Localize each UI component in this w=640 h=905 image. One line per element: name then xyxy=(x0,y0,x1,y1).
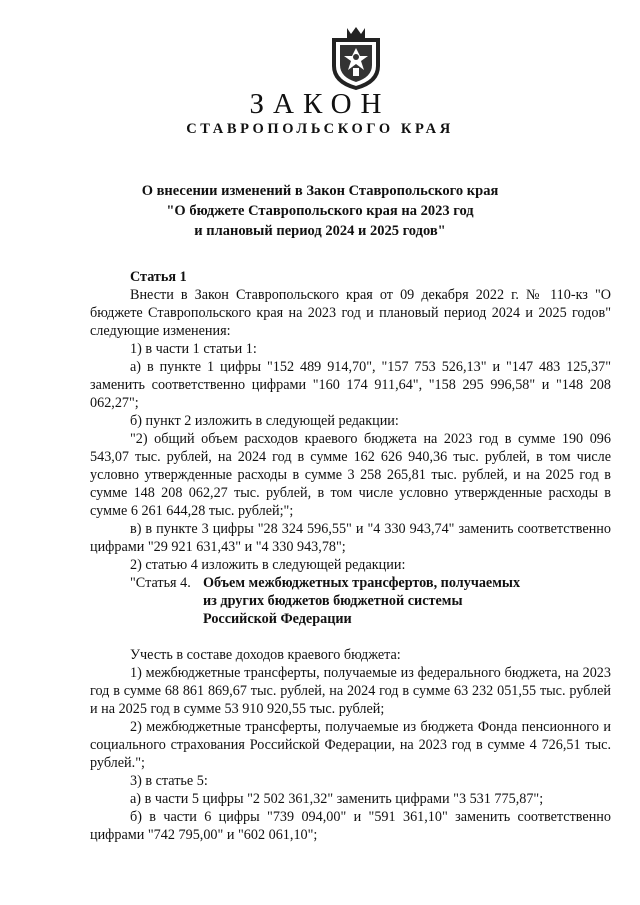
paragraph: а) в части 5 цифры "2 502 361,32" заменить цифрами "3 531 775,87"; xyxy=(130,791,544,807)
article-4-title-line: Объем межбюджетных трансфертов, получаемых xyxy=(203,575,521,591)
document-subtitle: СТАВРОПОЛЬСКОГО КРАЯ xyxy=(186,121,454,137)
paragraph: 1) межбюджетные трансферты, получаемые из федерального бюджета, на 2023 год в сумме 68 861 869,67 тыс. рублей, на 2024 год в сумме 63 232 051,55 тыс. рублей и на 2025 год в сумме 53 910 920,55 тыс. рублей; xyxy=(90,665,611,717)
paragraph: б) в части 6 цифры "739 094,00" и "591 361,10" заменить соответственно цифрами "742 795,00" и "602 061,10"; xyxy=(90,809,611,843)
paragraph: в) в пункте 3 цифры "28 324 596,55" и "4 330 943,74" заменить соответственно цифрами "29 921 631,43" и "4 330 943,78"; xyxy=(90,521,611,555)
article-4-label: "Статья 4. xyxy=(130,575,191,591)
paragraph: "2) общий объем расходов краевого бюджета на 2023 год в сумме 190 096 543,07 тыс. рублей, на 2024 год в сумме 162 626 940,36 тыс. рублей, в том числе условно утвержденные расходы в сумме 3 258 265,81 тыс. рублей, и на 2025 год в сумме 148 208 062,27 тыс. рублей, в том числе условно утвержденные расходы в сумме 6 261 644,28 тыс. рублей;"; xyxy=(90,431,611,519)
article-4-title-line: из других бюджетов бюджетной системы xyxy=(203,593,463,609)
paragraph: 2) межбюджетные трансферты, получаемые из бюджета Фонда пенсионного и социального страхования Российской Федерации, на 2023 год в сумме 4 726,51 тыс. рублей."; xyxy=(90,719,611,771)
document-title: ЗАКОН xyxy=(249,88,391,120)
coat-of-arms-icon xyxy=(330,26,382,90)
paragraph: 3) в статье 5: xyxy=(130,773,208,789)
article-4-header xyxy=(130,574,611,628)
paragraph: 2) статью 4 изложить в следующей редакции: xyxy=(130,557,406,573)
paragraph: б) пункт 2 изложить в следующей редакции: xyxy=(130,413,399,429)
law-heading-line: и плановый период 2024 и 2025 годов" xyxy=(194,223,446,239)
article-title: Статья 1 xyxy=(130,269,187,285)
paragraph: Учесть в составе доходов краевого бюджета: xyxy=(130,647,401,663)
paragraph: 1) в части 1 статьи 1: xyxy=(130,341,257,357)
law-heading xyxy=(0,181,640,241)
article-4-title-line: Российской Федерации xyxy=(203,611,352,627)
document-body xyxy=(90,268,611,844)
law-heading-line: О внесении изменений в Закон Ставропольского края xyxy=(141,183,499,199)
paragraph: а) в пункте 1 цифры "152 489 914,70", "157 753 526,13" и "147 483 125,37" заменить соответственно цифрами "160 174 911,64", "158 295 996,58" и "148 208 062,27"; xyxy=(90,359,611,411)
article-4-title xyxy=(203,574,520,628)
paragraph: Внести в Закон Ставропольского края от 09 декабря 2022 г. № 110-кз "О бюджете Ставропольского края на 2023 год и плановый период 2024 и 2025 годов" следующие изменения: xyxy=(90,287,611,339)
law-heading-line: "О бюджете Ставропольского края на 2023 год xyxy=(166,203,474,219)
